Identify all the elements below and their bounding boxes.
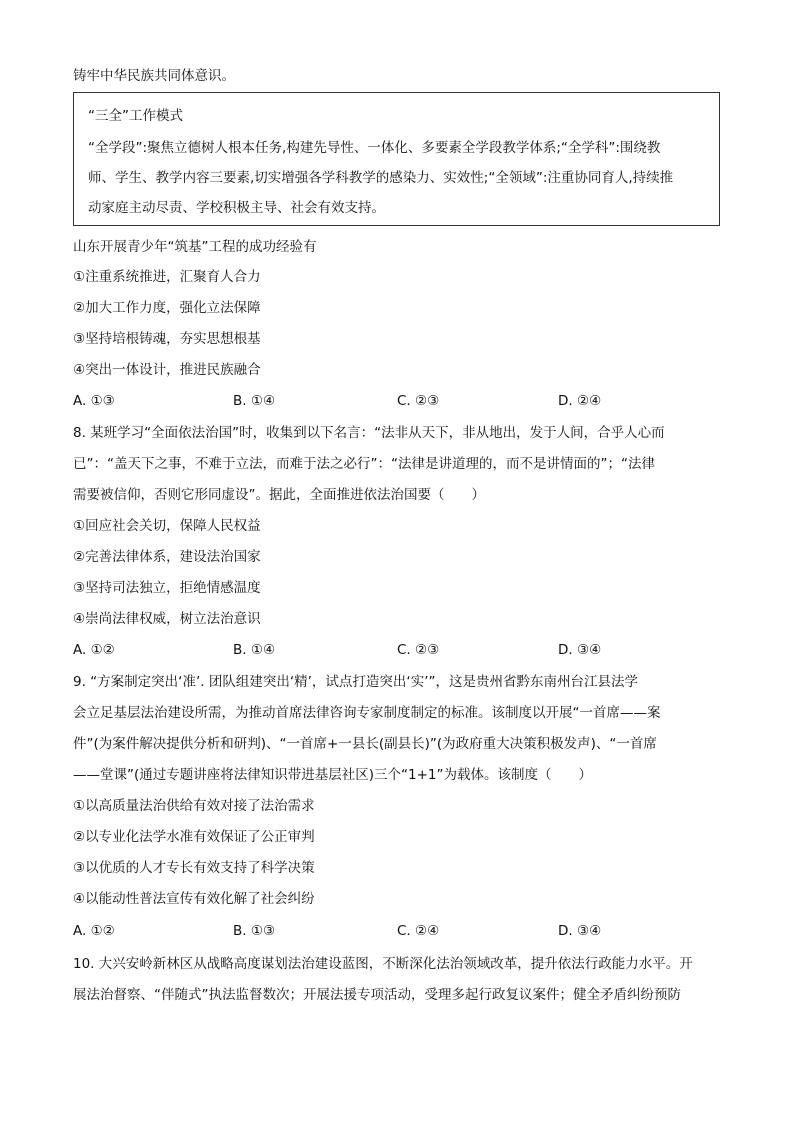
info-box-line: 师、学生、教学内容三要素,切实增强各学科教学的感染力、实效性;“全领域”:注重协同育人,持续推 xyxy=(88,170,674,186)
q7-statement: ③坚持培根铸魂，夯实思想根基 xyxy=(73,331,261,347)
q9-line: 件”(为案件解决提供分析和研判)、“一首席+一县长(副县长)”(为政府重大决策积极发声)、“一首席 xyxy=(73,736,657,752)
intro-line: 铸牢中华民族共同体意识。 xyxy=(73,68,235,84)
q7-option-a: A. ①③ xyxy=(73,393,115,409)
q9-line: 9. “方案制定突出‘准’. 团队组建突出‘精’，试点打造突出‘实’”，这是贵州省黔东南州台江县法学 xyxy=(73,674,638,690)
q8-statement: ②完善法律体系，建设法治国家 xyxy=(73,549,261,565)
q7-option-d: D. ②④ xyxy=(558,393,602,409)
q9-statement: ③以优质的人才专长有效支持了科学决策 xyxy=(73,860,315,876)
q9-option-a: A. ①② xyxy=(73,923,115,939)
q9-line: ——堂课”(通过专题讲座将法律知识带进基层社区)三个“1+1”为载体。该制度（ ） xyxy=(73,767,593,783)
info-box-title: “三全”工作模式 xyxy=(88,108,183,124)
q8-line: 8. 某班学习“全面依法治国”时，收集到以下名言：“法非从天下，非从地出，发于人间，合乎人心而 xyxy=(73,425,665,441)
q10-line: 10. 大兴安岭新林区从战略高度谋划法治建设蓝图，不断深化法治领域改革，提升依法行政能力水平。开 xyxy=(73,956,693,972)
q9-line: 会立足基层法治建设所需，为推动首席法律咨询专家制度制定的标准。该制度以开展“一首席——案 xyxy=(73,705,661,721)
q8-option-d: D. ③④ xyxy=(558,642,602,658)
q7-statement: ②加大工作力度，强化立法保障 xyxy=(73,300,261,316)
q8-line: 已”：“盖天下之事，不难于立法，而难于法之必行”：“法律是讲道理的，而不是讲情面的”；“法律 xyxy=(73,456,655,472)
q8-statement: ④崇尚法律权威，树立法治意识 xyxy=(73,611,261,627)
q9-statement: ②以专业化法学水准有效保证了公正审判 xyxy=(73,829,315,845)
q7-statement: ①注重系统推进，汇聚育人合力 xyxy=(73,269,261,285)
q7-statement: ④突出一体设计，推进民族融合 xyxy=(73,362,261,378)
q8-option-a: A. ①② xyxy=(73,642,115,658)
info-box-line: 动家庭主动尽责、学校积极主导、社会有效支持。 xyxy=(88,200,385,216)
q8-statement: ①回应社会关切，保障人民权益 xyxy=(73,518,261,534)
q9-statement: ①以高质量法治供给有效对接了法治需求 xyxy=(73,798,315,814)
q10-line: 展法治督察、“伴随式”执法监督数次；开展法援专项活动，受理多起行政复议案件；健全矛盾纠纷预防 xyxy=(73,987,681,1003)
q9-option-d: D. ③④ xyxy=(558,923,602,939)
q7-option-b: B. ①④ xyxy=(233,393,276,409)
q8-statement: ③坚持司法独立，拒绝情感温度 xyxy=(73,580,261,596)
q8-option-c: C. ②③ xyxy=(397,642,440,658)
q9-option-b: B. ①③ xyxy=(233,923,276,939)
q9-option-c: C. ②④ xyxy=(397,923,440,939)
q8-line: 需要被信仰，否则它形同虚设”。据此，全面推进依法治国要（ ） xyxy=(73,487,485,503)
info-box xyxy=(73,92,720,226)
q9-statement: ④以能动性普法宣传有效化解了社会纠纷 xyxy=(73,891,315,907)
info-box-line: “全学段”:聚焦立德树人根本任务,构建先导性、一体化、多要素全学段教学体系;“全学科”:围绕教 xyxy=(88,140,661,156)
q8-option-b: B. ①④ xyxy=(233,642,276,658)
q7-option-c: C. ②③ xyxy=(397,393,440,409)
q7-stem: 山东开展青少年“筑基”工程的成功经验有 xyxy=(73,239,317,255)
